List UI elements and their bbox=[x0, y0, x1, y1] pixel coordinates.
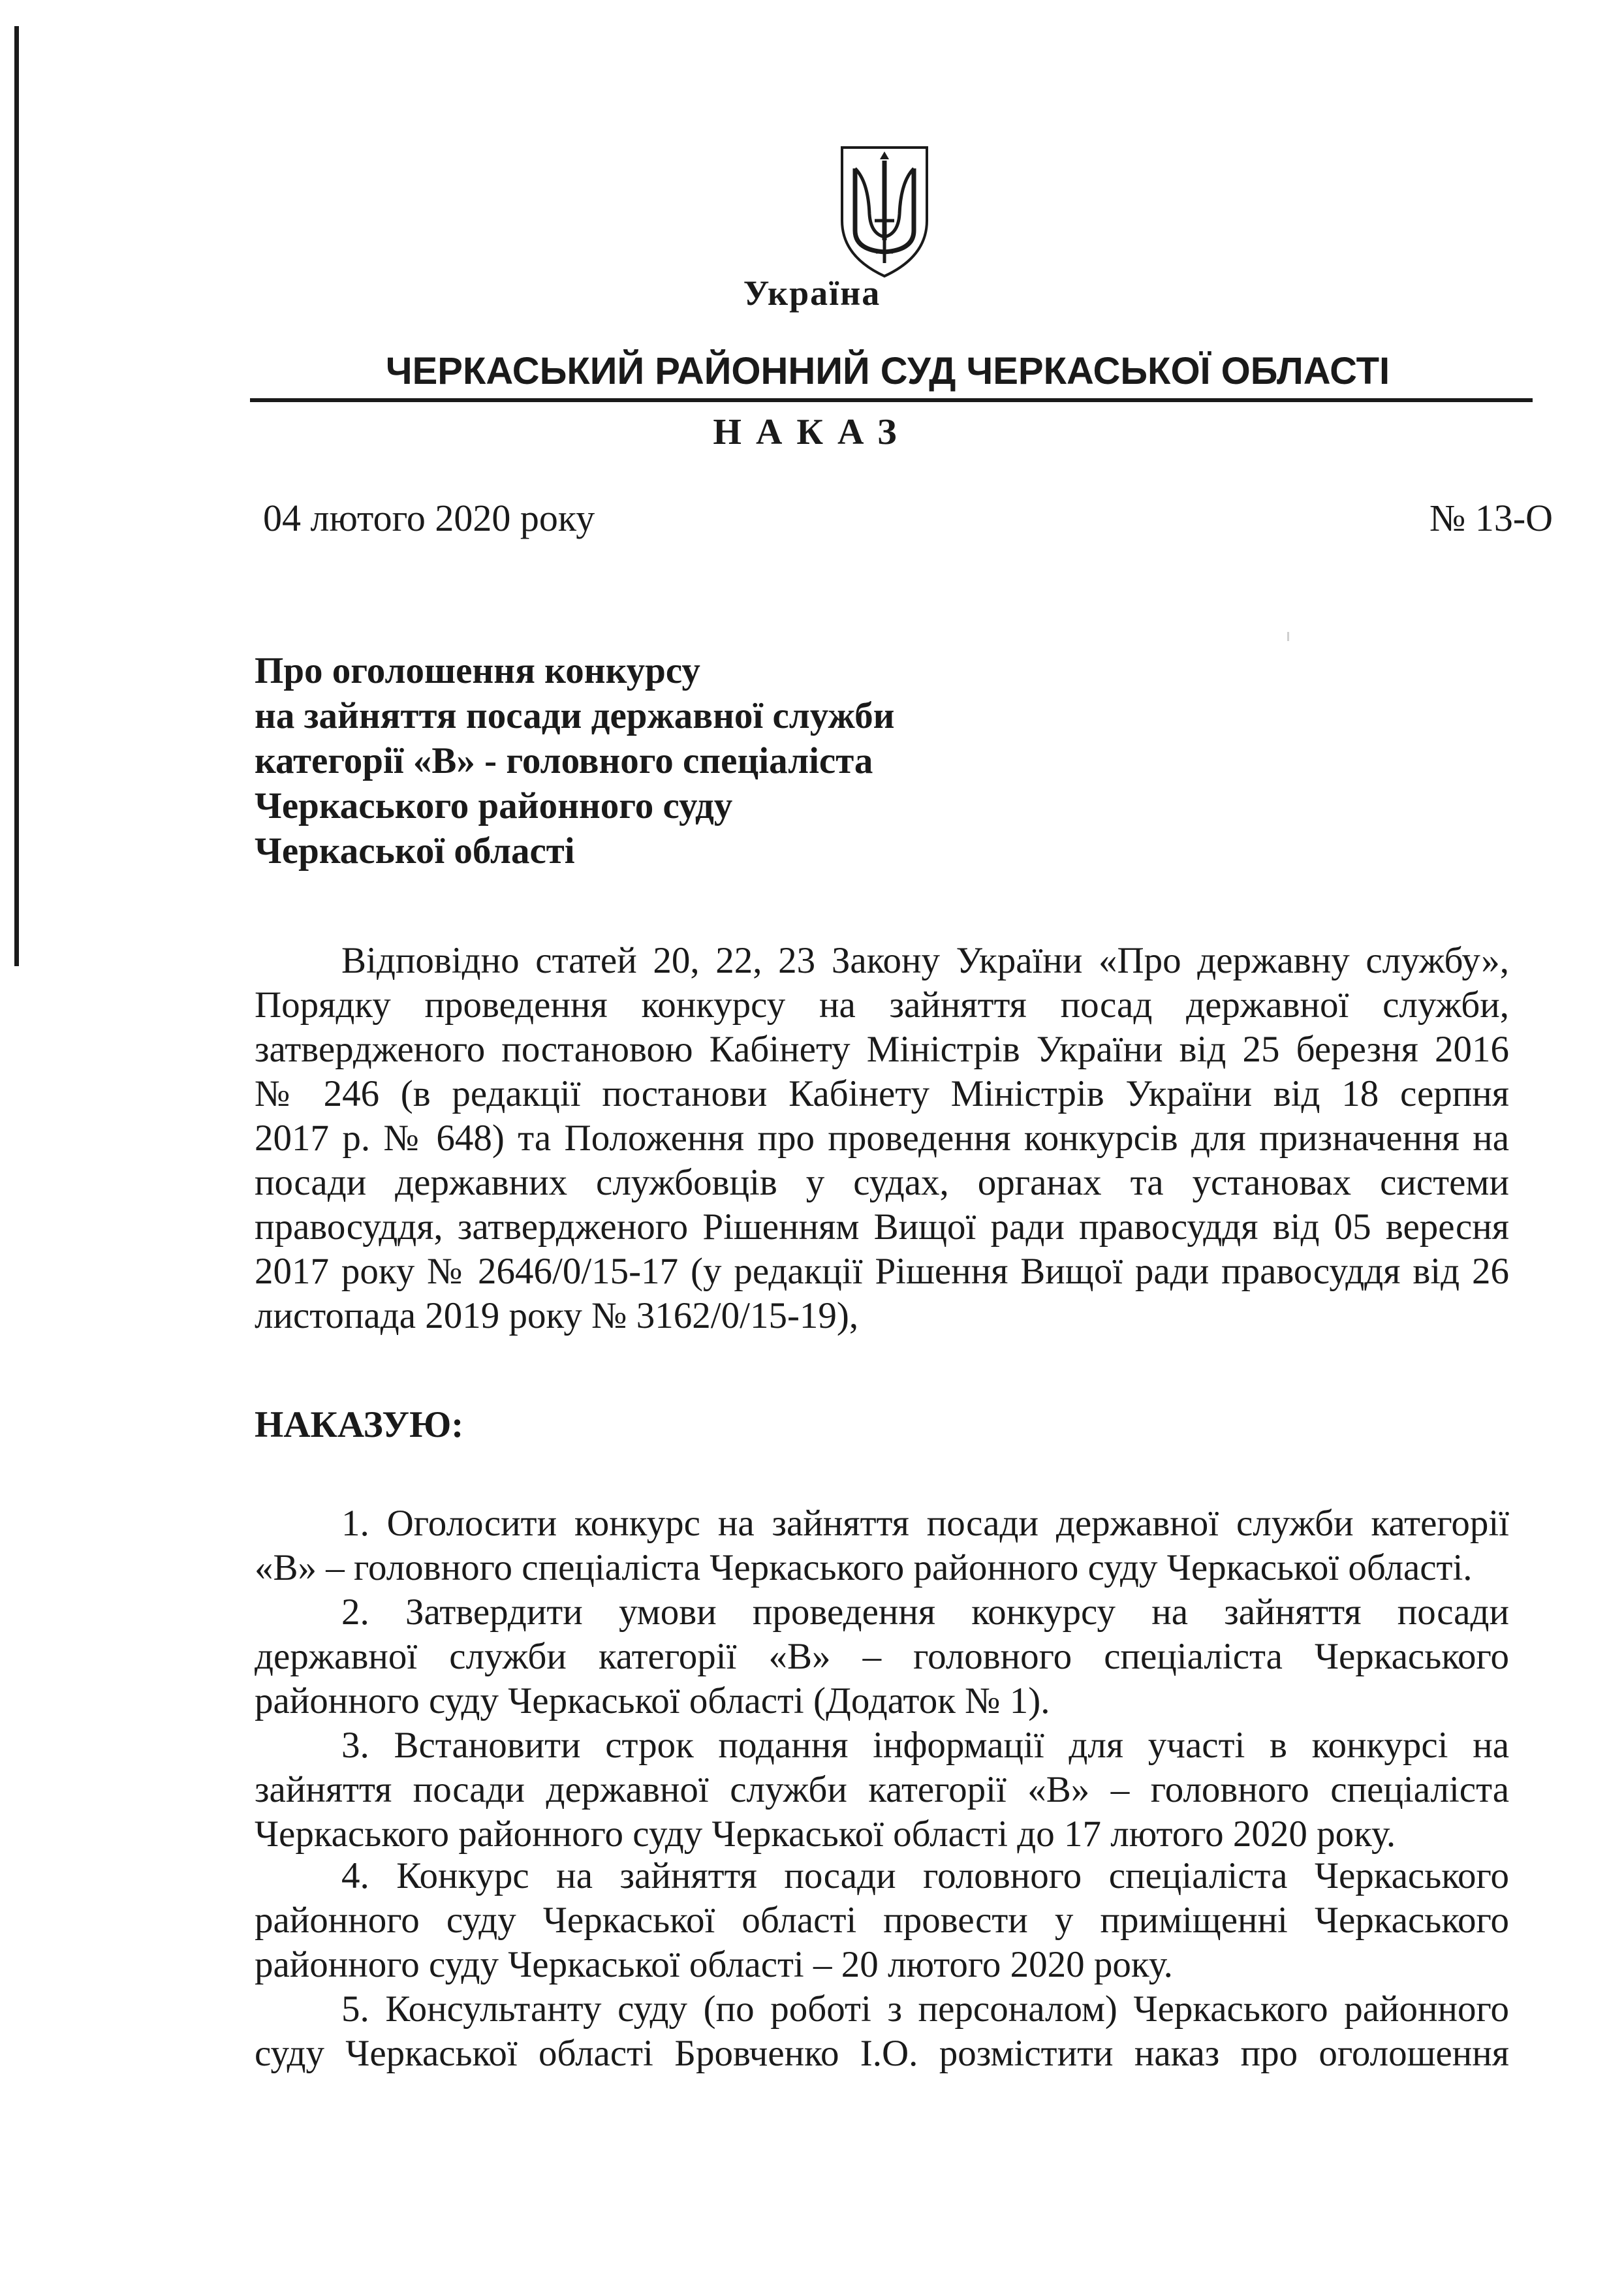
order-item-1 bbox=[255, 1501, 1509, 1590]
coat-of-arms-trident-icon bbox=[835, 142, 933, 279]
text-line: правосуддя, затвердженого Рішенням Вищої ради правосуддя від 05 вересня bbox=[255, 1206, 1509, 1248]
text-line: зайняття посади державної служби категорії «В» – головного спеціаліста bbox=[255, 1769, 1509, 1810]
order-date: 04 лютого 2020 року bbox=[263, 497, 595, 539]
text-line: 2017 р. № 648) та Положення про проведення конкурсів для призначення на bbox=[255, 1118, 1509, 1159]
text-line: 5. Консультанту суду (по роботі з персоналом) Черкаського районного bbox=[341, 1988, 1509, 2030]
country-name: Україна bbox=[743, 274, 881, 313]
text-line: районного суду Черкаської області провести у приміщенні Черкаського bbox=[255, 1900, 1509, 1941]
header-divider bbox=[250, 398, 1533, 402]
text-line: 2017 року № 2646/0/15-17 (у редакції Рішення Вищої ради правосуддя від 26 bbox=[255, 1251, 1509, 1292]
subject-line: Черкаського районного суду bbox=[255, 785, 733, 826]
subject-line: Черкаської області bbox=[255, 830, 575, 871]
text-line: Відповідно статей 20, 22, 23 Закону України «Про державну службу», bbox=[341, 940, 1509, 981]
document-type: НАКАЗ bbox=[713, 412, 911, 452]
subject-line: на зайняття посади державної служби bbox=[255, 695, 895, 736]
text-line: посади державних службовців у судах, органах та установах системи bbox=[255, 1162, 1509, 1203]
text-line: державної служби категорії «В» – головного спеціаліста Черкаського bbox=[255, 1636, 1509, 1677]
order-item-3 bbox=[255, 1723, 1509, 1857]
text-line: районного суду Черкаської області (Додаток № 1). bbox=[255, 1680, 1050, 1721]
text-line: Черкаського районного суду Черкаської області до 17 лютого 2020 року. bbox=[255, 1813, 1396, 1855]
text-line: № 246 (в редакції постанови Кабінету Міністрів України від 18 серпня bbox=[255, 1073, 1509, 1114]
scan-edge-mark bbox=[14, 26, 19, 966]
text-line: районного суду Черкаської області – 20 лютого 2020 року. bbox=[255, 1944, 1173, 1985]
subject-line: категорії «В» - головного спеціаліста bbox=[255, 740, 873, 781]
text-line: «В» – головного спеціаліста Черкаського районного суду Черкаської області. bbox=[255, 1547, 1473, 1588]
text-line: 2. Затвердити умови проведення конкурсу на зайняття посади bbox=[341, 1592, 1509, 1633]
text-line: 1. Оголосити конкурс на зайняття посади державної служби категорії bbox=[341, 1503, 1509, 1544]
preamble-paragraph bbox=[255, 939, 1509, 1338]
text-line: 3. Встановити строк подання інформації для участі в конкурсі на bbox=[341, 1725, 1509, 1766]
order-item-4 bbox=[255, 1854, 1509, 1987]
text-line: Порядку проведення конкурсу на зайняття посад державної служби, bbox=[255, 984, 1509, 1026]
text-line: затвердженого постановою Кабінету Міністрів України від 25 березня 2016 bbox=[255, 1029, 1509, 1070]
text-line: суду Черкаської області Бровченко І.О. розмістити наказ про оголошення bbox=[255, 2033, 1509, 2074]
order-item-5 bbox=[255, 1987, 1509, 2076]
order-heading: НАКАЗУЮ: bbox=[255, 1404, 464, 1445]
text-line: 4. Конкурс на зайняття посади головного спеціаліста Черкаського bbox=[341, 1855, 1509, 1896]
order-item-2 bbox=[255, 1590, 1509, 1723]
subject-line: Про оголошення конкурсу bbox=[255, 650, 700, 691]
court-name: ЧЕРКАСЬКИЙ РАЙОННИЙ СУД ЧЕРКАСЬКОЇ ОБЛАСТІ bbox=[385, 350, 1390, 392]
text-line: листопада 2019 року № 3162/0/15-19), bbox=[255, 1295, 859, 1336]
scan-speck bbox=[1287, 632, 1289, 641]
order-number: № 13-О bbox=[1429, 497, 1554, 539]
order-subject bbox=[255, 648, 894, 873]
